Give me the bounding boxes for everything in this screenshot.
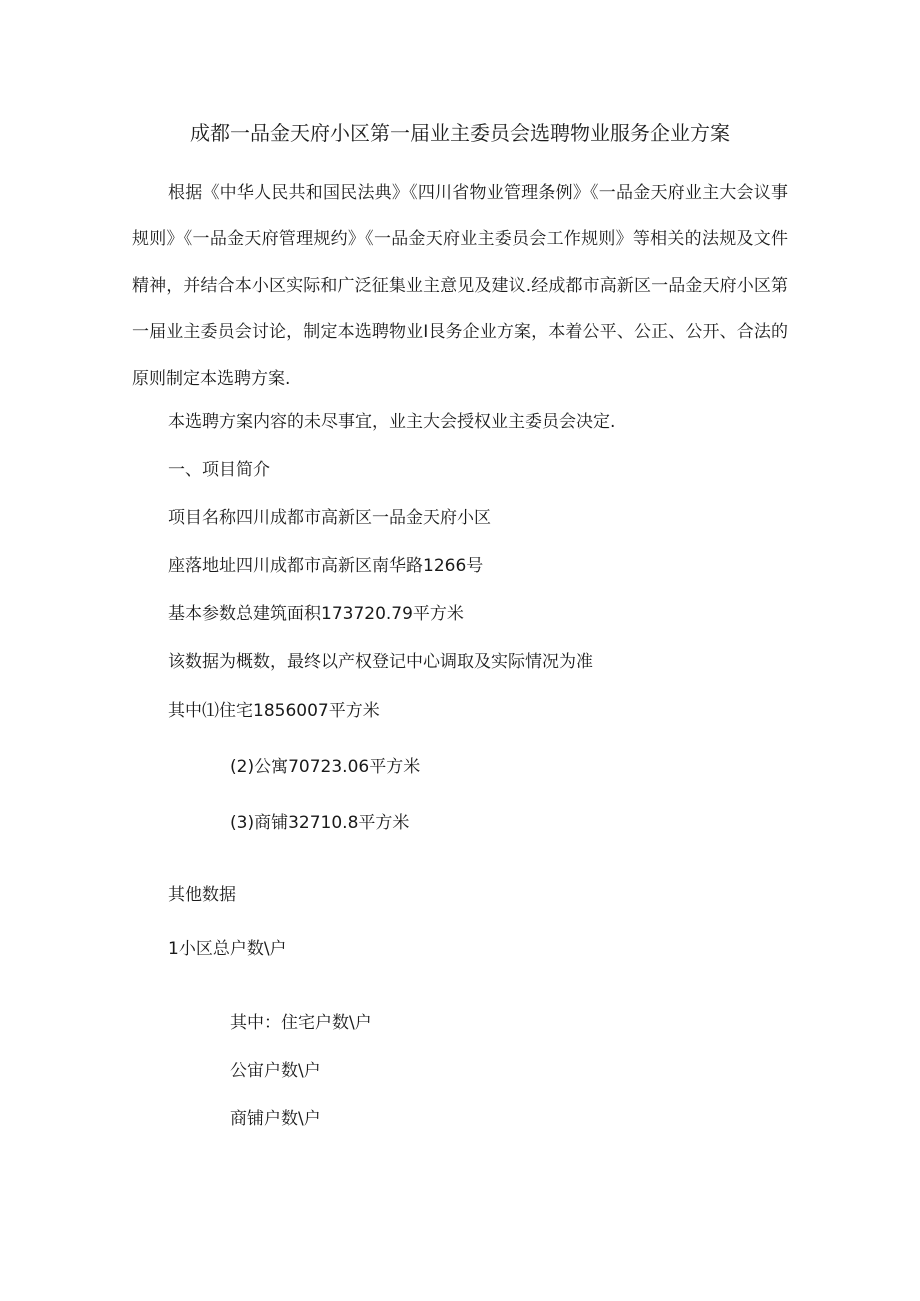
project-name-line: 项目名称四川成都市高新区一品金天府小区 [168, 508, 491, 528]
shop-households-line: 商铺户数\户 [230, 1109, 321, 1129]
project-area-line: 基本参数总建筑面积173720.79平方米 [168, 604, 464, 624]
area-residential-line: 其中⑴住宅1856007平方米 [168, 701, 380, 721]
residential-households-line: 其中：住宅户数\户 [230, 1013, 372, 1033]
document-title: 成都一品金天府小区第一届业主委员会选聘物业服务企业方案 [190, 121, 730, 145]
project-data-note: 该数据为概数，最终以产权登记中心调取及实际情况为准 [168, 652, 593, 672]
apartment-households-line: 公宙户数\户 [230, 1061, 321, 1081]
section-heading-project-overview: 一、项目简介 [168, 460, 270, 480]
other-data-heading: 其他数据 [168, 885, 236, 905]
authorization-note: 本选聘方案内容的未尽事宜，业主大会授权业主委员会决定. [168, 412, 616, 432]
area-shops-line: (3)商铺32710.8平方米 [230, 813, 410, 833]
total-households-line: 1小区总户数\户 [168, 939, 287, 959]
area-apartment-line: (2)公寓70723.06平方米 [230, 757, 421, 777]
intro-paragraph: 根据《中华人民共和国民法典》《四川省物业管理条例》《一品金天府业主大会议事规则》《一品金天府管理规约》《一品金天府业主委员会工作规则》等相关的法规及文件精神，并结合本小区实际和广泛征集业主意见及建议.经成都市高新区一品金天府小区第一届业主委员会讨论，制定本选聘物业I艮务企业方案，本着公平、公正、公开、合法的原则制定本选聘方案. [132, 183, 788, 389]
project-address-line: 座落地址四川成都市高新区南华路1266号 [168, 556, 484, 576]
